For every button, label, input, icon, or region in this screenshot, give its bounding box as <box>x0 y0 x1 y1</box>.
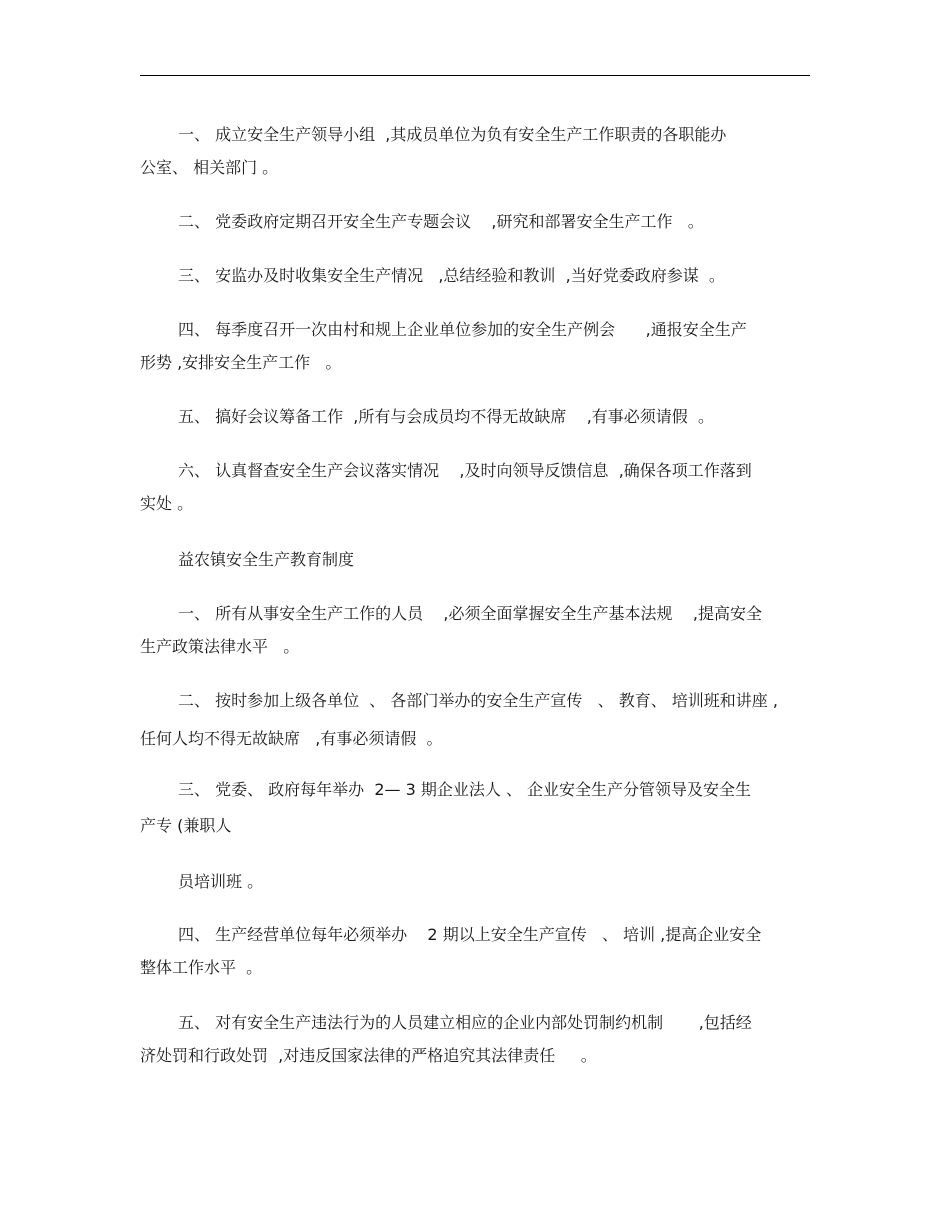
section-a-item-4-line-2: 形势 ,安排安全生产工作 。 <box>140 353 342 372</box>
section-b-item-1-line-1: 一、 所有从事安全生产工作的人员 ,必须全面掌握安全生产基本法规 ,提高安全 <box>178 604 762 623</box>
section-b-title: 益农镇安全生产教育制度 <box>178 550 355 569</box>
section-a-item-4-line-1: 四、 每季度召开一次由村和规上企业单位参加的安全生产例会 ,通报安全生产 <box>178 320 747 339</box>
section-b-item-2-line-2: 任何人均不得无故缺席 ,有事必须请假 。 <box>140 729 443 748</box>
section-b-item-3-line-2: 产专 (兼职人 <box>140 816 232 835</box>
section-b-item-5-line-2: 整体工作水平 。 <box>140 958 263 977</box>
section-b-item-5-line-1: 四、 生产经营单位每年必须举办 2 期以上安全生产宣传 、 培训 ,提高企业安全 <box>178 925 762 944</box>
section-a-item-2: 二、 党委政府定期召开安全生产专题会议 ,研究和部署安全生产工作 。 <box>178 212 704 231</box>
section-a-item-6-line-1: 六、 认真督查安全生产会议落实情况 ,及时向领导反馈信息 ,确保各项工作落到 <box>178 461 752 480</box>
section-b-item-4: 员培训班 。 <box>178 872 264 891</box>
section-a-item-6-line-2: 实处 。 <box>140 494 194 513</box>
section-b-item-3-line-1: 三、 党委、 政府每年举办 2— 3 期企业法人 、 企业安全生产分管领导及安全生 <box>178 780 752 799</box>
section-b-item-1-line-2: 生产政策法律水平 。 <box>140 637 300 656</box>
section-b-item-2-line-1: 二、 按时参加上级各单位 、 各部门举办的安全生产宣传 、 教育、 培训班和讲座 , <box>178 691 778 710</box>
section-a-item-1-line-2: 公室、 相关部门 。 <box>140 158 279 177</box>
section-b-item-6-line-1: 五、 对有安全生产违法行为的人员建立相应的企业内部处罚制约机制 ,包括经 <box>178 1013 752 1032</box>
section-a-item-3: 三、 安监办及时收集安全生产情况 ,总结经验和教训 ,当好党委政府参谋 。 <box>178 266 725 285</box>
section-a-item-5: 五、 搞好会议筹备工作 ,所有与会成员均不得无故缺席 ,有事必须请假 。 <box>178 407 714 426</box>
section-b-item-6-line-2: 济处罚和行政处罚 ,对违反国家法律的严格追究其法律责任 。 <box>140 1046 597 1065</box>
section-a-item-1-line-1: 一、 成立安全生产领导小组 ,其成员单位为负有安全生产工作职责的各职能办 <box>178 125 727 144</box>
